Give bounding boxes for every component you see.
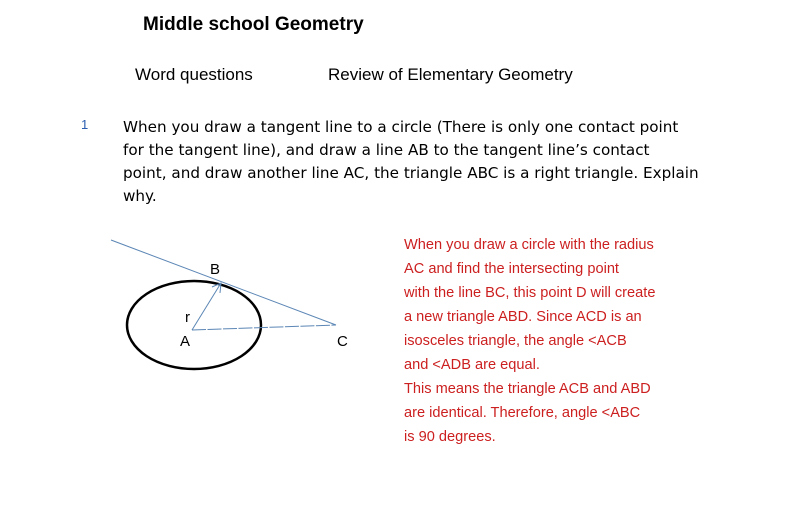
question-number: 1 — [81, 117, 89, 132]
line-ac — [192, 325, 336, 330]
answer-line: AC and find the intersecting point — [404, 261, 619, 277]
answer-line: are identical. Therefore, angle <ABC — [404, 405, 641, 421]
question-line: point, and draw another line AC, the triangle ABC is a right triangle. Explain — [123, 164, 699, 182]
label-r: r — [185, 309, 190, 326]
label-b: B — [210, 261, 221, 278]
answer-line: This means the triangle ACB and ABD — [404, 381, 651, 397]
answer-line: When you draw a circle with the radius — [404, 237, 654, 253]
page-title: Middle school Geometry — [143, 14, 364, 35]
answer-line: a new triangle ABD. Since ACD is an — [404, 309, 642, 325]
label-a: A — [180, 333, 191, 350]
circle — [127, 281, 261, 369]
question-line: When you draw a tangent line to a circle (There is only one contact point — [123, 118, 679, 136]
answer-line: and <ADB are equal. — [404, 357, 540, 373]
tangent-line — [111, 240, 336, 325]
answer-text — [404, 233, 704, 449]
answer-line: is 90 degrees. — [404, 429, 496, 445]
review-label: Review of Elementary Geometry — [328, 65, 573, 84]
answer-line: isosceles triangle, the angle <ACB — [404, 333, 627, 349]
radius-ab — [192, 283, 221, 330]
geometry-figure — [0, 0, 400, 380]
label-c: C — [337, 333, 348, 350]
question-line: for the tangent line), and draw a line AB to the tangent line’s contact — [123, 141, 650, 159]
question-line: why. — [123, 187, 157, 205]
word-questions-label: Word questions — [135, 65, 253, 84]
answer-line: with the line BC, this point D will create — [404, 285, 656, 301]
